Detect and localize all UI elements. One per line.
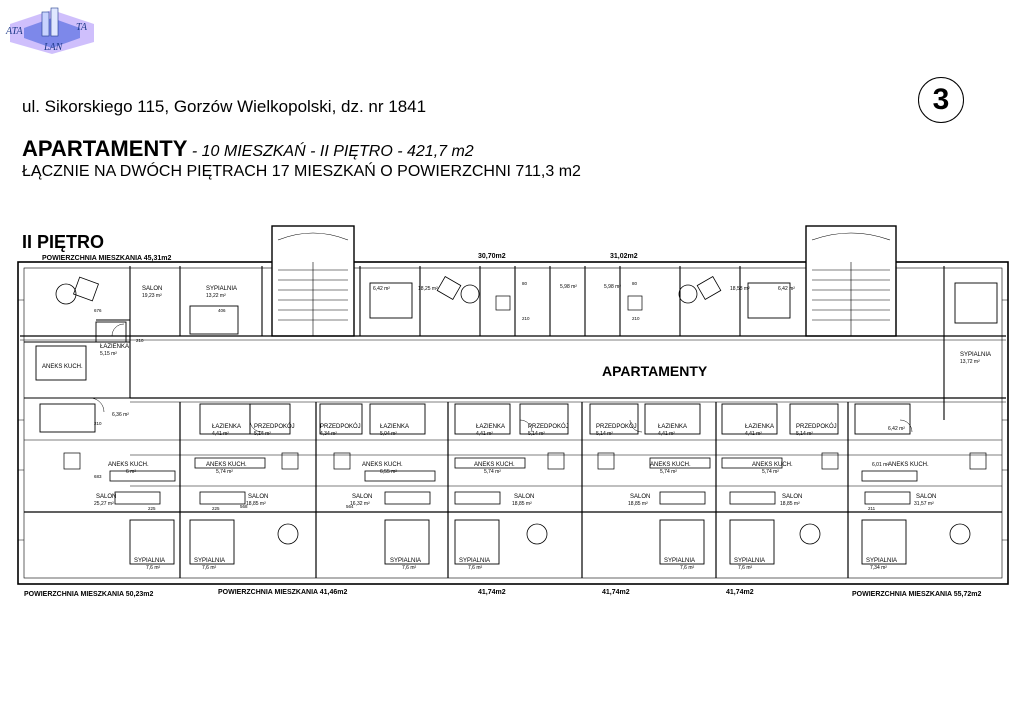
area-label-bottom-3: 41,74m2 — [478, 589, 506, 596]
room-area: 5,14 m² — [254, 431, 271, 437]
title-main: APARTAMENTY — [22, 136, 188, 161]
room-label: ANEKS KUCH. — [42, 364, 83, 370]
room-label: PRZEDPOKÓJ — [796, 424, 837, 430]
room-area: 4,41 m² — [212, 431, 229, 437]
area-label-top-3: 31,02m2 — [610, 253, 638, 260]
room-area: 5,98 m² — [560, 284, 577, 290]
room-area: 13,22 m² — [206, 293, 226, 299]
room-area: 7,34 m² — [870, 565, 887, 571]
dimension-label: 80 — [522, 281, 528, 286]
dimension-label: 210 — [522, 316, 530, 321]
area-label-bottom-5: 41,74m2 — [726, 589, 754, 596]
room-label: SYPIALNIA — [194, 558, 226, 564]
room-area: 6,01 m² — [872, 462, 889, 468]
room-area: 18,85 m² — [780, 501, 800, 507]
room-area: 31,57 m² — [914, 501, 934, 507]
room-label: ANEKS KUCH. — [362, 462, 403, 468]
room-label: ANEKS KUCH. — [474, 462, 515, 468]
room-label: SYPIALNIA — [734, 558, 766, 564]
room-label: ŁAZIENKA — [380, 424, 410, 430]
area-label-bottom-1: POWIERZCHNIA MIESZKANIA 50,23m2 — [24, 591, 154, 598]
room-area: 5,14 m² — [596, 431, 613, 437]
room-label: SYPIALNIA — [390, 558, 422, 564]
dimension-label: 676 — [94, 308, 102, 313]
room-label: ANEKS KUCH. — [888, 462, 929, 468]
logo-text-right: TA — [76, 22, 87, 33]
room-label: SALON — [782, 494, 803, 500]
room-label: SYPIALNIA — [960, 352, 992, 358]
room-area: 6,42 m² — [888, 426, 905, 432]
room-label: PRZEDPOKÓJ — [596, 424, 637, 430]
room-label: SALON — [916, 494, 937, 500]
logo-text-bottom: LAN — [44, 42, 63, 53]
area-label-bottom-2: POWIERZCHNIA MIESZKANIA 41,46m2 — [218, 589, 348, 596]
room-area: 5,74 m² — [484, 469, 501, 475]
room-label: SYPIALNIA — [206, 286, 238, 292]
area-label-bottom-4: 41,74m2 — [602, 589, 630, 596]
center-label: APARTAMENTY — [602, 363, 708, 379]
room-label: SALON — [630, 494, 651, 500]
area-label-top-2: 30,70m2 — [478, 253, 506, 260]
room-area: 13,72 m² — [960, 359, 980, 365]
room-label: SYPIALNIA — [134, 558, 166, 564]
room-label: ANEKS KUCH. — [752, 462, 793, 468]
address-line: ul. Sikorskiego 115, Gorzów Wielkopolski, dz. nr 1841 — [22, 97, 427, 116]
room-area: 6,42 m² — [778, 286, 795, 292]
page-title — [22, 136, 474, 162]
company-logo — [4, 4, 100, 56]
room-area: 6,42 m² — [373, 286, 390, 292]
room-label: SALON — [514, 494, 535, 500]
room-label: ANEKS KUCH. — [206, 462, 247, 468]
title-subtitle: - 10 MIESZKAŃ - II PIĘTRO - 421,7 m2 — [187, 143, 474, 160]
room-area: 6 m² — [126, 469, 136, 475]
room-area: 5,98 m² — [604, 284, 621, 290]
dimension-label: 568 — [240, 504, 248, 509]
dimension-label: 211 — [868, 506, 876, 511]
room-area: 16,32 m² — [350, 501, 370, 507]
area-label-bottom-6: POWIERZCHNIA MIESZKANIA 55,72m2 — [852, 591, 982, 598]
room-label: ANEKS KUCH. — [108, 462, 149, 468]
room-label: SALON — [96, 494, 117, 500]
room-area: 6,36 m² — [112, 412, 129, 418]
room-label: ŁAZIENKA — [745, 424, 775, 430]
room-area: 4,41 m² — [476, 431, 493, 437]
room-label: ŁAZIENKA — [100, 344, 130, 350]
room-area: 5,74 m² — [660, 469, 677, 475]
summary-line: ŁĄCZNIE NA DWÓCH PIĘTRACH 17 MIESZKAŃ O POWIERZCHNI 711,3 m2 — [22, 163, 581, 180]
room-area: 7,6 m² — [468, 565, 483, 571]
room-area: 7,6 m² — [202, 565, 217, 571]
room-area: 18,85 m² — [512, 501, 532, 507]
room-label: PRZEDPOKÓJ — [320, 424, 361, 430]
dimension-label: 210 — [136, 338, 144, 343]
room-label: SALON — [142, 286, 163, 292]
room-area: 4,41 m² — [745, 431, 762, 437]
room-area: 5,14 m² — [796, 431, 813, 437]
dimension-label: 210 — [94, 421, 102, 426]
page-number-badge: 3 — [918, 77, 964, 123]
room-label: PRZEDPOKÓJ — [254, 424, 295, 430]
room-area: 5,04 m² — [380, 431, 397, 437]
room-area: 5,14 m² — [528, 431, 545, 437]
room-label: SYPIALNIA — [664, 558, 696, 564]
room-area: 7,6 m² — [680, 565, 695, 571]
room-area: 25,27 m² — [94, 501, 114, 507]
room-area: 19,23 m² — [142, 293, 162, 299]
logo-text-left: ATA — [6, 26, 23, 37]
floor-label: II PIĘTRO — [22, 232, 105, 252]
dimension-label: 225 — [212, 506, 220, 511]
room-label: SYPIALNIA — [866, 558, 898, 564]
room-label: SYPIALNIA — [459, 558, 491, 564]
room-area: 5,74 m² — [762, 469, 779, 475]
room-label: ŁAZIENKA — [212, 424, 242, 430]
room-label: ŁAZIENKA — [658, 424, 688, 430]
dimension-label: 80 — [632, 281, 638, 286]
dimension-label: 406 — [218, 308, 226, 313]
room-area: 4,41 m² — [658, 431, 675, 437]
room-area: 18,58 m² — [730, 286, 750, 292]
room-area: 7,6 m² — [146, 565, 161, 571]
room-label: SALON — [352, 494, 373, 500]
room-label: ŁAZIENKA — [476, 424, 506, 430]
dimension-label: 225 — [148, 506, 156, 511]
room-label: SALON — [248, 494, 269, 500]
room-area: 7,6 m² — [402, 565, 417, 571]
room-area: 7,6 m² — [738, 565, 753, 571]
room-area: 5,15 m² — [100, 351, 117, 357]
dimension-label: 564 — [346, 504, 354, 509]
room-area: 18,25 m² — [418, 286, 438, 292]
room-area: 5,74 m² — [216, 469, 233, 475]
room-area: 4,34 m² — [320, 431, 337, 437]
area-label-top-1: POWIERZCHNIA MIESZKANIA 45,31m2 — [42, 255, 172, 262]
room-label: PRZEDPOKÓJ — [528, 424, 569, 430]
dimension-label: 683 — [94, 474, 102, 479]
room-area: 6,55 m² — [380, 469, 397, 475]
room-area: 18,85 m² — [246, 501, 266, 507]
room-label: ANEKS KUCH. — [650, 462, 691, 468]
dimension-label: 210 — [632, 316, 640, 321]
room-area: 18,85 m² — [628, 501, 648, 507]
